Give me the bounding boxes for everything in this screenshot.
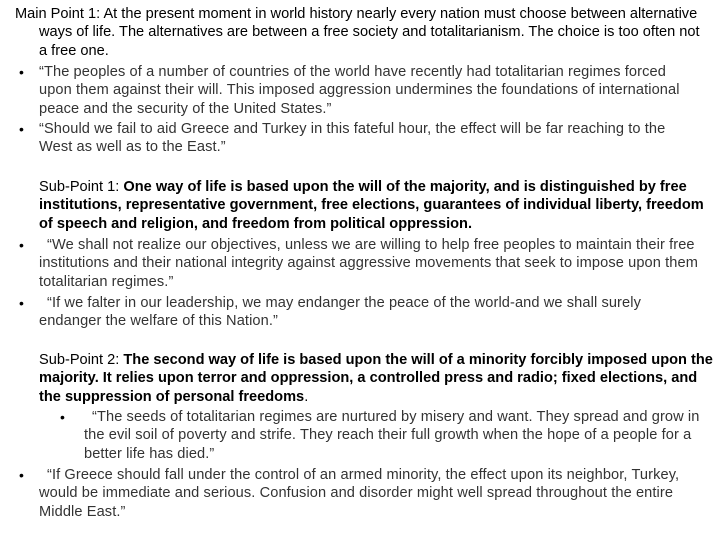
main-bullet-1: “The peoples of a number of countries of the world have recently had totalitarian regimes forced upon them against their will. This imposed aggression undermines the foundations of international peace and the security of the United States.” <box>39 64 680 117</box>
sub2-bullet-2: “If Greece should fall under the control of an armed minority, the effect upon its neighbor, Turkey, would be immediate and serious. Confusion and disorder might well spread throughout the entire Middle East.” <box>39 467 680 520</box>
bullet-icon: • <box>19 64 24 80</box>
bullet-icon: • <box>19 295 24 311</box>
sub-point-1 <box>39 178 709 233</box>
sub-point-1-text: One way of life is based upon the will of the majority, and is distinguished by free institutions, representative government, free elections, guarantees of individual liberty, freedom of speech and religion, and freedom from political oppression. <box>39 179 704 232</box>
sub-point-1-label: Sub-Point 1: <box>39 179 120 195</box>
main-point-label: Main Point 1: <box>15 6 101 22</box>
sub-point-2 <box>39 351 714 406</box>
sub-point-2-label: Sub-Point 2: <box>39 352 120 368</box>
main-point-text: At the present moment in world history nearly every nation must choose between alternative ways of life. The alternatives are between a free society and totalitarianism. The choice is too often not a free one. <box>39 6 700 59</box>
sub-point-2-text: The second way of life is based upon the will of a minority forcibly imposed upon the majority. It relies upon terror and oppression, a controlled press and radio; fixed elections, and the suppression of personal freedoms <box>39 352 713 405</box>
sub2-bullet-1: “The seeds of totalitarian regimes are nurtured by misery and want. They spread and grow in the evil soil of poverty and strife. They reach their full growth when the hope of a people for a better life has died.” <box>84 409 700 462</box>
sub-point-2-period: . <box>304 388 309 405</box>
main-bullet-2: “Should we fail to aid Greece and Turkey in this fateful hour, the effect will be far reaching to the West as well as to the East.” <box>39 121 666 156</box>
bullet-icon: • <box>19 121 24 137</box>
bullet-icon: • <box>60 409 65 425</box>
bullet-icon: • <box>19 237 24 253</box>
sub1-bullet-1: “We shall not realize our objectives, unless we are willing to help free peoples to maintain their free institutions and their national integrity against aggressive movements that seek to impose upon them totalitarian regimes.” <box>39 237 698 290</box>
bullet-icon: • <box>19 467 24 483</box>
sub1-bullet-2: “If we falter in our leadership, we may endanger the peace of the world-and we shall surely endanger the welfare of this Nation.” <box>39 295 641 330</box>
main-point-1 <box>15 5 709 60</box>
